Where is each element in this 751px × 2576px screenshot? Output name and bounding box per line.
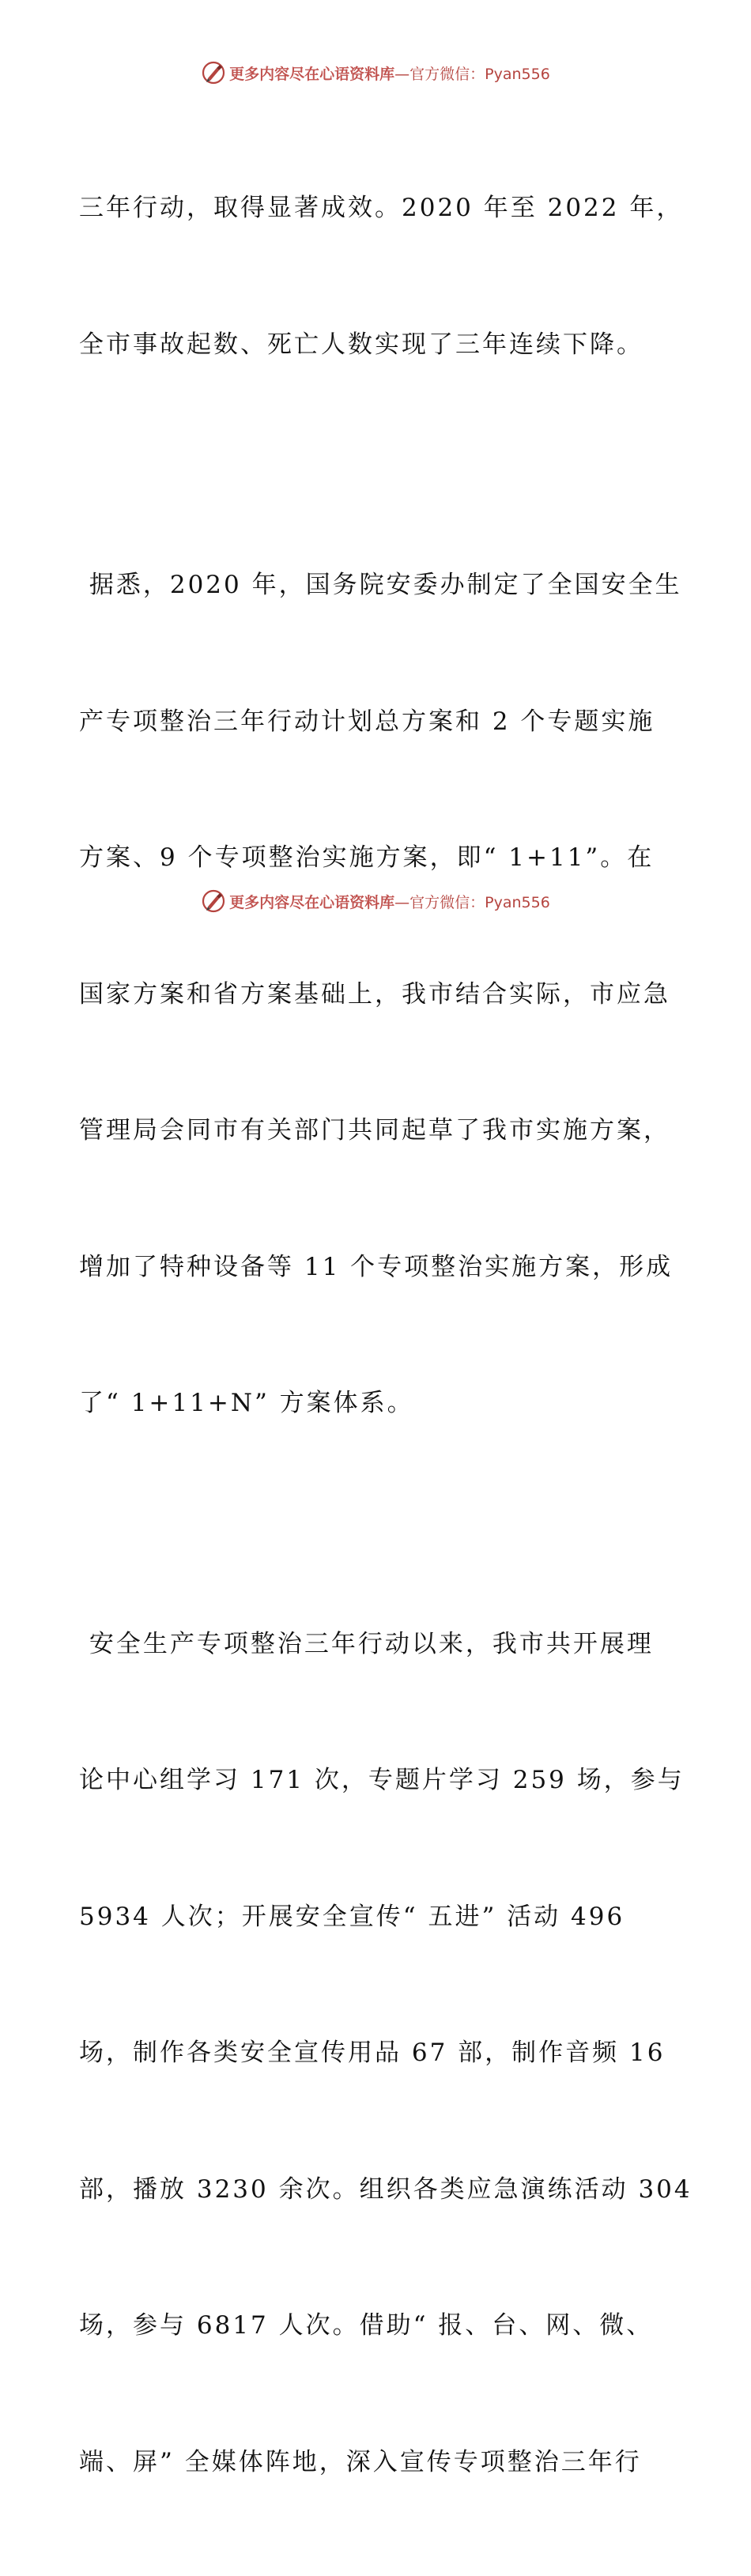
text-line: 三年行动，取得显著成效。2020 年至 2022 年，: [79, 186, 680, 232]
text-line: 部，播放 3230 余次。组织各类应急演练活动 304: [79, 2167, 680, 2213]
text-line: 全市事故起数、死亡人数实现了三年连续下降。: [79, 322, 680, 368]
text-line: 5934 人次；开展安全宣传“ 五进” 活动 496: [79, 1895, 680, 1940]
watermark-brand: 更多内容尽在心语资料库: [229, 66, 394, 83]
header-watermark: [0, 57, 751, 89]
text-line: 场，制作各类安全宣传用品 67 部，制作音频 16: [79, 2031, 680, 2076]
paragraph-3: [79, 1531, 680, 2576]
text-line: 端、屏” 全媒体阵地，深入宣传专项整治三年行: [79, 2440, 680, 2486]
paragraph-1: [79, 95, 680, 458]
pen-logo-icon: [201, 888, 226, 914]
document-body: [79, 95, 680, 2576]
text-line: 管理局会同市有关部门共同起草了我市实施方案，: [79, 1108, 680, 1154]
text-line: 据悉，2020 年，国务院安委办制定了全国安全生: [79, 563, 680, 609]
watermark-brand: 更多内容尽在心语资料库: [229, 894, 394, 911]
text-line: 国家方案和省方案基础上，我市结合实际，市应急: [79, 972, 680, 1018]
text-line: 增加了特种设备等 11 个专项整治实施方案，形成: [79, 1245, 680, 1291]
watermark-separator: —: [394, 894, 409, 911]
text-line: 场，参与 6817 人次。借助“ 报、台、网、微、: [79, 2303, 680, 2349]
text-line: 论中心组学习 171 次，专题片学习 259 场，参与: [79, 1758, 680, 1804]
text-line: 了“ 1+11+N” 方案体系。: [79, 1381, 680, 1427]
text-line: 方案、9 个专项整治实施方案，即“ 1+11”。在: [79, 835, 680, 881]
watermark-contact: 官方微信：Pyan556: [409, 66, 550, 83]
text-line: 产专项整治三年行动计划总方案和 2 个专题实施: [79, 700, 680, 745]
pen-logo-icon: [201, 60, 226, 85]
paragraph-2: [79, 472, 680, 1518]
text-line: 安全生产专项整治三年行动以来，我市共开展理: [79, 1622, 680, 1668]
watermark-separator: —: [394, 66, 409, 83]
footer-watermark: [0, 885, 751, 917]
watermark-contact: 官方微信：Pyan556: [409, 894, 550, 911]
